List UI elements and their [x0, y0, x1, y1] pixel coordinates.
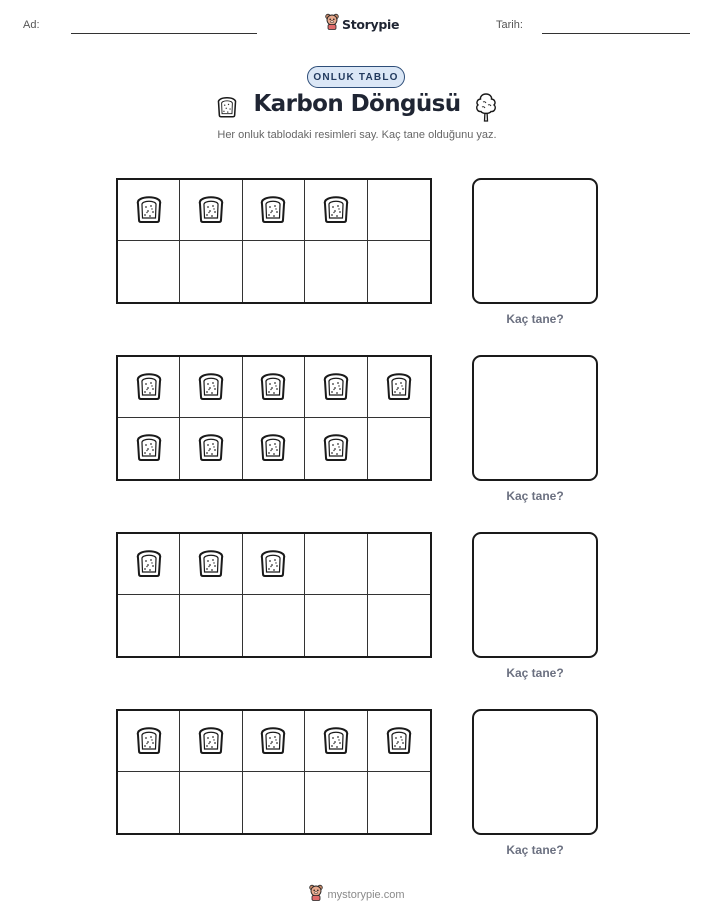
ten-frame-cell	[305, 241, 367, 302]
answer-box[interactable]	[472, 178, 598, 304]
ten-frame-cell	[243, 180, 305, 241]
ten-frame-cell	[368, 772, 430, 833]
bread-slice-icon	[132, 191, 166, 230]
name-line[interactable]	[71, 33, 257, 34]
ten-frame-cell	[368, 180, 430, 241]
bread-slice-icon	[132, 545, 166, 584]
bread-slice-icon	[319, 191, 353, 230]
bread-slice-icon	[382, 368, 416, 407]
bread-slice-icon	[194, 191, 228, 230]
answer-label: Kaç tane?	[506, 843, 564, 857]
ten-frame-cell	[305, 418, 367, 479]
bread-slice-icon	[319, 429, 353, 468]
answer-box[interactable]	[472, 532, 598, 658]
ten-frame-cell	[243, 241, 305, 302]
bread-slice-icon	[256, 722, 290, 761]
ten-frame-cell	[368, 711, 430, 772]
ten-frame-cell	[180, 357, 242, 418]
ten-frame-cell	[118, 241, 180, 302]
ten-frame-cell	[243, 418, 305, 479]
ten-frame-cell	[368, 595, 430, 656]
ten-frame-cell	[118, 772, 180, 833]
ten-frame-cell	[243, 534, 305, 595]
ten-frame	[116, 178, 432, 304]
ten-frame-cell	[118, 711, 180, 772]
ten-frame-cell	[243, 711, 305, 772]
date-line[interactable]	[542, 33, 690, 34]
bread-slice-icon	[194, 545, 228, 584]
brand-logo	[325, 13, 399, 35]
ten-frame-cell	[368, 241, 430, 302]
ten-frame-cell	[305, 772, 367, 833]
bread-slice-icon	[194, 722, 228, 761]
worksheet-type-badge: ONLUK TABLO	[307, 66, 405, 88]
bread-slice-icon	[194, 429, 228, 468]
ten-frame-cell	[180, 595, 242, 656]
bread-slice-icon	[382, 722, 416, 761]
ten-frame-cell	[243, 357, 305, 418]
ten-frame-cell	[118, 180, 180, 241]
bread-slice-icon	[132, 368, 166, 407]
page-title: Karbon Döngüsü	[253, 91, 461, 117]
answer-box[interactable]	[472, 355, 598, 481]
instructions: Her onluk tablodaki resimleri say. Kaç tane olduğunu yaz.	[217, 129, 497, 141]
footer-url: mystorypie.com	[327, 889, 405, 901]
brand-name: Storypie	[342, 16, 400, 32]
bread-slice-icon	[319, 368, 353, 407]
ten-frame-cell	[305, 180, 367, 241]
ten-frame-cell	[118, 357, 180, 418]
ten-frame-cell	[180, 772, 242, 833]
answer-box[interactable]	[472, 709, 598, 835]
bear-mascot-icon	[325, 13, 339, 35]
ten-frame	[116, 532, 432, 658]
ten-frame-cell	[118, 418, 180, 479]
bread-slice-icon	[256, 545, 290, 584]
ten-frame-cell	[368, 534, 430, 595]
ten-frame-cell	[180, 418, 242, 479]
tree-icon	[472, 91, 500, 128]
bread-slice-icon	[132, 722, 166, 761]
ten-frame-cell	[180, 534, 242, 595]
ten-frame-cell	[368, 357, 430, 418]
ten-frame-cell	[180, 241, 242, 302]
ten-frame-cell	[305, 711, 367, 772]
ten-frame-cell	[180, 711, 242, 772]
ten-frame-cell	[118, 595, 180, 656]
bread-slice-icon	[256, 191, 290, 230]
name-label: Ad:	[23, 19, 40, 31]
bread-slice-icon	[319, 722, 353, 761]
footer	[0, 884, 714, 906]
bread-slice-icon	[194, 368, 228, 407]
ten-frame-cell	[243, 772, 305, 833]
answer-label: Kaç tane?	[506, 489, 564, 503]
answer-label: Kaç tane?	[506, 666, 564, 680]
ten-frame-cell	[305, 595, 367, 656]
bread-slice-icon	[256, 429, 290, 468]
bread-slice-icon	[256, 368, 290, 407]
ten-frame	[116, 709, 432, 835]
answer-label: Kaç tane?	[506, 312, 564, 326]
ten-frame-cell	[305, 534, 367, 595]
ten-frame-cell	[118, 534, 180, 595]
date-label: Tarih:	[496, 19, 523, 31]
ten-frame-cell	[180, 180, 242, 241]
bread-slice-icon	[132, 429, 166, 468]
ten-frame-cell	[305, 357, 367, 418]
ten-frame-cell	[243, 595, 305, 656]
ten-frame	[116, 355, 432, 481]
ten-frame-cell	[368, 418, 430, 479]
bear-mascot-icon	[309, 884, 323, 906]
